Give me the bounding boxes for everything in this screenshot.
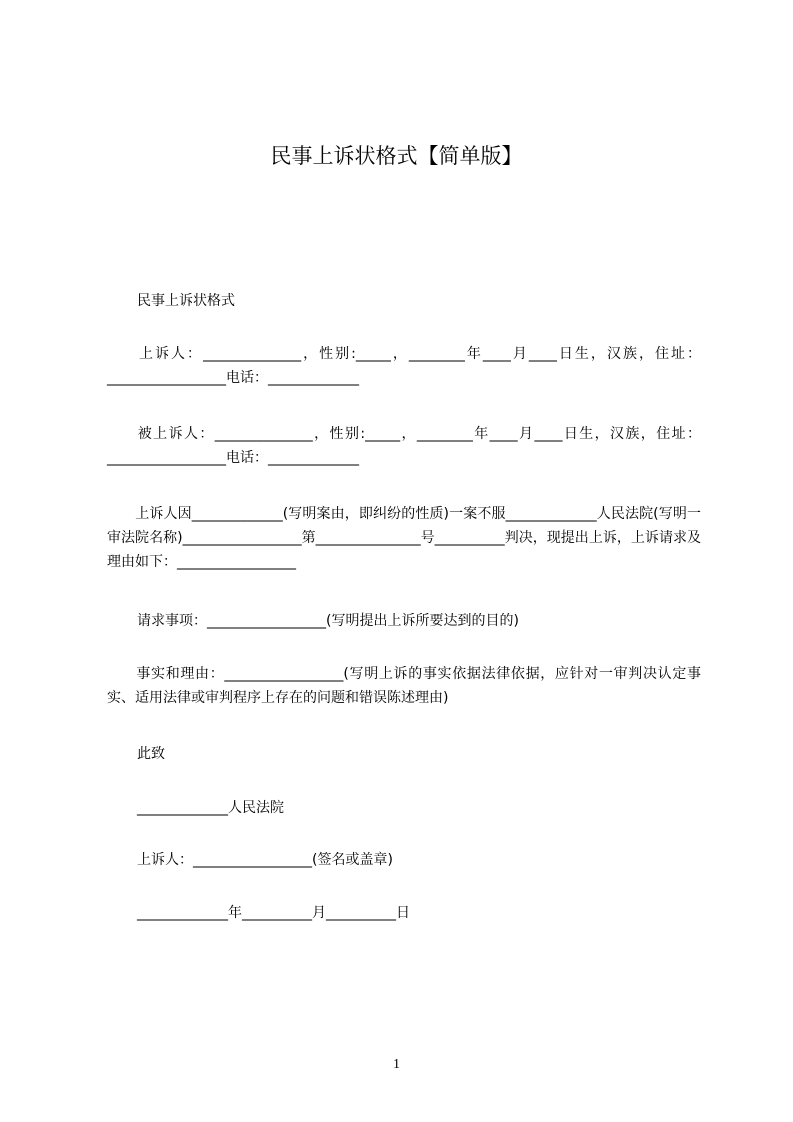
court-line: _____________人民法院 [137,800,284,816]
appeal-reason-paragraph: 上诉人因_____________(写明案由，即纠纷的性质)一案不服_____________人民法院(写明一审法院名称)_________________第_______________号__________判决，现提出上诉，上诉请求及理由如下：_________________ [107,506,701,570]
signature-line: 上诉人：_________________(签名或盖章) [137,852,393,868]
date-line: _____________年__________月__________日 [137,905,410,921]
page-number: 1 [393,1057,400,1072]
document-title: 民事上诉状格式【简单版】 [270,144,523,168]
appellant-info-paragraph: 上诉人：______________，性别:_____，________年____月____日生，汉族，住址：_________________电话：_____________ [107,346,701,386]
claims-paragraph: 请求事项：_________________(写明提出上诉所要达到的目的) [137,613,519,629]
appellee-info-paragraph: 被上诉人：______________，性别:_____，________年____月____日生，汉族，住址：_________________电话：_____________ [107,426,701,466]
section-heading: 民事上诉状格式 [137,293,235,309]
salutation-text: 此致 [137,746,165,762]
facts-and-reasons-paragraph: 事实和理由：_________________(写明上诉的事实依据法律依据，应针对一审判决认定事实、适用法律或审判程序上存在的问题和错误陈述理由) [107,666,701,706]
